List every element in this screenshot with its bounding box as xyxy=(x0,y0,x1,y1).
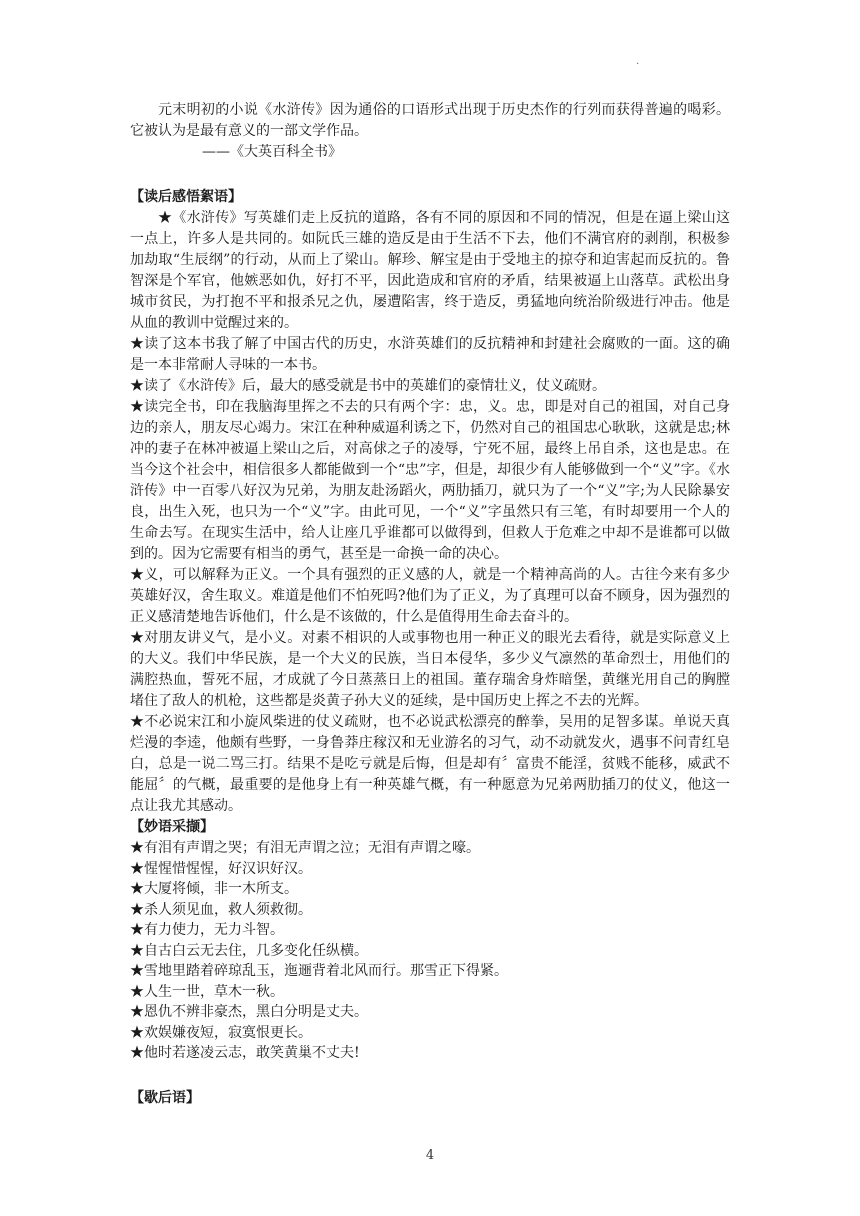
page-number: 4 xyxy=(425,1148,435,1163)
section-heading-xiehouyu: 【歇后语】 xyxy=(130,1089,200,1106)
quote-item: ★有泪有声谓之哭；有泪无声谓之泣；无泪有声谓之嚎。 xyxy=(130,840,480,856)
quote-item: ★恩仇不辨非豪杰，黑白分明是丈夫。 xyxy=(130,1004,368,1020)
quote-item: ★自古白云无去住，几多变化任纵横。 xyxy=(130,942,368,959)
reflection-paragraph: ★义，可以解释为正义。一个具有强烈的正义感的人，就是一个精神高尚的人。古往今来有多少英雄好汉，舍生取义。难道是他们不怕死吗?他们为了正义，为了真理可以奋不顾身，因为强烈的正义感清楚地告诉他们，什么是不该做的，什么是值得用生命去奋斗的。 xyxy=(130,567,730,625)
quote-item: ★杀人须见血，救人须救彻。 xyxy=(130,901,312,918)
header-mark: . xyxy=(636,56,640,67)
document-body xyxy=(130,100,730,1109)
quote-item: ★大厦将倾，非一木所支。 xyxy=(130,881,298,897)
reflection-paragraph: ★读了《水浒传》后，最大的感受就是书中的英雄们的豪情壮义，仗义疏财。 xyxy=(130,378,606,394)
spacer xyxy=(130,1064,730,1088)
quote-item: ★欢娱嫌夜短，寂寞恨更长。 xyxy=(130,1024,312,1041)
quote-item: ★他时若遂凌云志，敢笑黄巢不丈夫! xyxy=(130,1045,360,1061)
quote-item: ★人生一世，草木一秋。 xyxy=(130,983,284,1000)
quote-item: ★雪地里踏着碎琼乱玉，迤逦背着北风而行。那雪正下得紧。 xyxy=(130,963,508,979)
quote-item: ★惺惺惜惺惺，好汉识好汉。 xyxy=(130,860,312,877)
intro-paragraph: 元末明初的小说《水浒传》因为通俗的口语形式出现于历史杰作的行列而获得普遍的喝彩。它被认为是最有意义的一部文学作品。 xyxy=(130,102,730,139)
intro-source: ——《大英百科全书》 xyxy=(202,144,342,160)
spacer xyxy=(130,163,730,187)
quote-item: ★有力使力，无力斗智。 xyxy=(130,922,284,938)
reflection-paragraph: ★不必说宋江和小旋风柴进的仗义疏财，也不必说武松漂亮的醉拳，吴用的足智多谋。单说天真烂漫的李逵，他颇有些野，一身鲁莽庄稼汉和无业游名的习气，动不动就发火，遇事不问青红皂白，总是一说二骂三打。结果不是吃亏就是后悔，但是却有〞富贵不能淫，贫贱不能移，威武不能屈〞的气概，最重要的是他身上有一种英雄气概，有一种愿意为兄弟两肋插刀的仗义，他这一点让我尤其感动。 xyxy=(130,714,730,814)
reflection-paragraph: ★读完全书，印在我脑海里挥之不去的只有两个字：忠，义。忠，即是对自己的祖国，对自己身边的亲人，朋友尽心竭力。宋江在种种威逼利诱之下，仍然对自己的祖国忠心耿耿，这就是忠;林冲的妻子在林冲被逼上梁山之后，对高俅之子的凌辱，宁死不屈，最终上吊自杀，这也是忠。在当今这个社会中，相信很多人都能做到一个“忠”字，但是，却很少有人能够做到一个“义”字。《水浒传》中一百零八好汉为兄弟，为朋友赴汤蹈火，两肋插刀，就只为了一个“义”字;为人民除暴安良，出生入死，也只为一个“义”字。由此可见，一个“义”字虽然只有三笔，有时却要用一个人的生命去写。在现实生活中，给人让座几乎谁都可以做得到，但救人于危难之中却不是谁都可以做到的。因为它需要有相当的勇气，甚至是一命换一命的决心。 xyxy=(130,399,730,562)
section-heading-quotes: 【妙语采撷】 xyxy=(130,819,214,835)
reflection-paragraph: ★《水浒传》写英雄们走上反抗的道路，各有不同的原因和不同的情况，但是在逼上梁山这一点上，许多人是共同的。如阮氏三雄的造反是由于生活不下去，他们不满官府的剥削，积极参加劫取“生辰纲”的行动，从而上了梁山。解珍、解宝是由于受地主的掠夺和迫害起而反抗的。鲁智深是个军官，他嫉恶如仇，好打不平，因此造成和官府的矛盾，结果被逼上山落草。武松出身城市贫民，为打抱不平和报杀兄之仇，屡遭陷害，终于造反，勇猛地向统治阶级进行冲击。他是从血的教训中觉醒过来的。 xyxy=(130,210,730,331)
reflection-paragraph: ★读了这本书我了解了中国古代的历史，水浒英雄们的反抗精神和封建社会腐败的一面。这的确是一本非常耐人寻味的一本书。 xyxy=(130,336,730,373)
section-heading-reflections: 【读后感悟絮语】 xyxy=(130,189,242,205)
reflection-paragraph: ★对朋友讲义气，是小义。对素不相识的人或事物也用一种正义的眼光去看待，就是实际意义上的大义。我们中华民族，是一个大义的民族，当日本侵华，多少义气凛然的革命烈士，用他们的满腔热血，誓死不屈，才成就了今日蒸蒸日上的祖国。董存瑞舍身炸暗堡，黄继光用自己的胸膛堵住了敌人的机枪，这些都是炎黄子孙大义的延续，是中国历史上挥之不去的光辉。 xyxy=(130,630,730,709)
